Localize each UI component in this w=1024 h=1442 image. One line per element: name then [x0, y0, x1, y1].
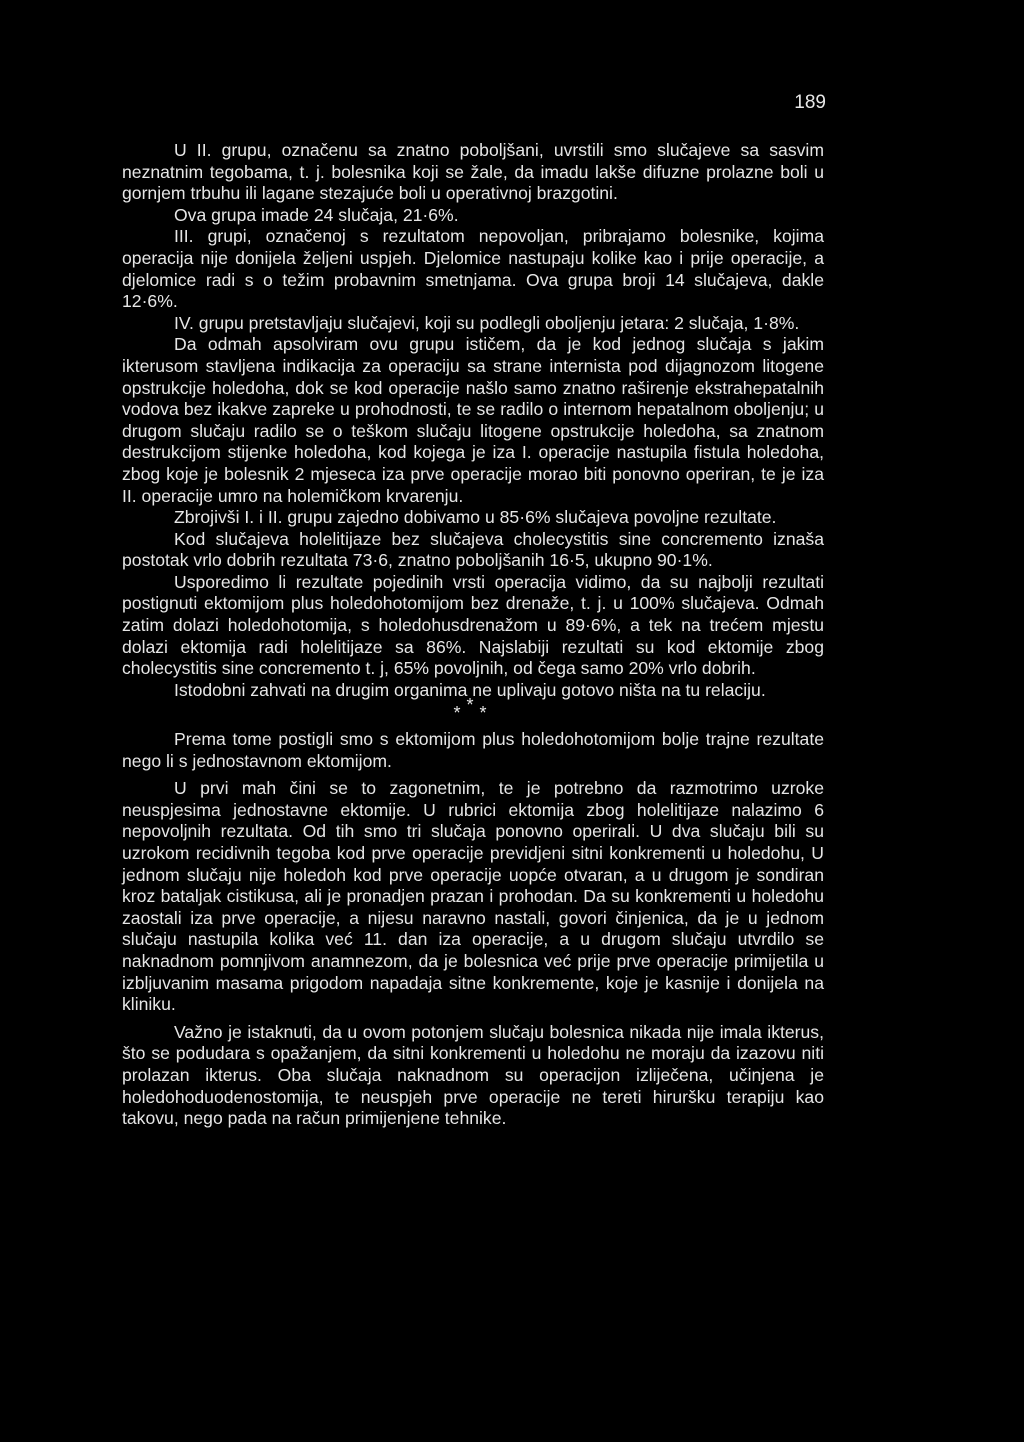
paragraph-holelitijaza: Kod slučajeva holelitijaze bez slučajeva cholecystitis sine concremento iznaša postotak vrlo dobrih rezultata 73·6, znatno poboljšanih 16·5, ukupno 90·1%.	[122, 528, 824, 571]
paragraph-conclusion: Prema tome postigli smo s ektomijom plus holedohotomijom bolje trajne rezultate nego li s jednostavnom ektomijom.	[122, 729, 824, 771]
section-separator	[122, 695, 824, 725]
asterisk-left: *	[453, 703, 467, 724]
paragraph-group-iv-detail: Da odmah apsolviram ovu grupu ističem, da je kod jednog slučaja s jakim ikterusom stavljena indikacija za operaciju sa strane internista pod dijagnozom litogene opstrukcije holedoha, dok se kod operacije našlo samo znatno raširenje ekstrahepatalnih vodova bez ikakve zapreke u prohodnosti, te se radilo o internom hepatalnom oboljenju; u drugom slučaju radilo se o teškom slučaju litogene opstrukcije holedoha, sa znatnom destrukcijom stijenke holedoha, kod kojega je iza I. operacije nastupila fistula holedoha, zbog koje je bolesnik 2 mjeseca iza prve operacije morao biti ponovno operiran, te je iza II. operacije umro na holemičkom krvarenju.	[122, 334, 824, 506]
paragraph-sum-groups: Zbrojivši I. i II. grupu zajedno dobivamo u 85·6% slučajeva povoljne rezultate.	[174, 507, 777, 528]
paragraph-other-organs: Istodobni zahvati na drugim organima ne uplivaju gotovo ništa na tu relaciju.	[174, 679, 766, 700]
paragraph-failures: U prvi mah čini se to zagonetnim, te je potrebno da razmotrimo uzroke neuspjesima jednostavne ektomije. U rubrici ektomija zbog holelitijaze nalazimo 6 nepovoljnih rezultata. Od tih smo tri slučaja ponovno operirali. U dva slučaju bili su uzrokom recidivnih tegoba kod prve operacije previdjeni sitni konkrementi u holedohu, U jednom slučaju nije holedoh kod prve operacije uopće otvaran, a u drugom je sondiran kroz bataljak cistikusa, ali je pronadjen prazan i prohodan. Da su konkrementi u holedohu zaostali iza prve operacije, a nijesu naravno nastali, govori činjenica, da je u jednom slučaju nastupila kolika već 11. dan iza operacije, a u drugom slučaju utvrdilo se naknadnom pomnjivom anamnezom, da je bolesnica već prije prve operacije primijetila u izbljuvanim masama prigodom napadaja sitne konkremente, koje je kasnije i donijela na kliniku.	[122, 778, 824, 1015]
paragraph-group-iii: III. grupi, označenoj s rezultatom nepovoljan, pribrajamo bolesnike, kojima operacija nije donijela željeni uspjeh. Djelomice nastupaju kolike kao i prije operacije, a djelomice radi s o težim probavnim smetnjama. Ova grupa broji 14 slučajeva, dakle 12·6%.	[122, 226, 824, 312]
asterisk-mid: *	[466, 695, 480, 716]
paragraph-group-iv: IV. grupu pretstavljaju slučajevi, koji su podlegli oboljenju jetara: 2 slučaja, 1·8%.	[174, 312, 800, 333]
body-text	[122, 140, 824, 1130]
page-number: 189	[794, 92, 826, 113]
paragraph-ikterus: Važno je istaknuti, da u ovom potonjem slučaju bolesnica nikada nije imala ikterus, što se podudara s opažanjem, da sitni konkrementi u holedohu ne moraju da izazovu niti prolazan ikterus. Oba slučaja naknadnom su operacijon izliječena, učinjena je holedohoduodenostomija, te neuspjeh prve operacije ne tereti hiruršku terapiju kao takovu, nego pada na račun primijenjene tehnike.	[122, 1021, 824, 1129]
asterisk-right: *	[479, 703, 493, 724]
paragraph-group-ii-count: Ova grupa imade 24 slučaja, 21·6%.	[174, 204, 459, 225]
paragraph-comparison: Usporedimo li rezultate pojedinih vrsti operacija vidimo, da su najbolji rezultati postignuti ektomijom plus holedohotomijom bez drenaže, t. j. u 100% slučajeva. Odmah zatim dolazi holedohotomija, s holedohusdrenažom u 89·6%, a tek na trećem mjestu dolazi ektomija radi holelitijaze sa 86%. Najslabiji rezultati su kod ektomije zbog cholecystitis sine concremento t. j, 65% povoljnih, od čega samo 20% vrlo dobrih.	[122, 571, 824, 679]
paragraph-group-ii: U II. grupu, označenu sa znatno poboljšani, uvrstili smo slučajeve sa sasvim neznatnim tegobama, t. j. bolesnika koji se žale, da imadu lakše difuzne prolazne boli u gornjem trbuhu ili lagane stezajuće boli u operativnoj brazgotini.	[122, 140, 824, 204]
